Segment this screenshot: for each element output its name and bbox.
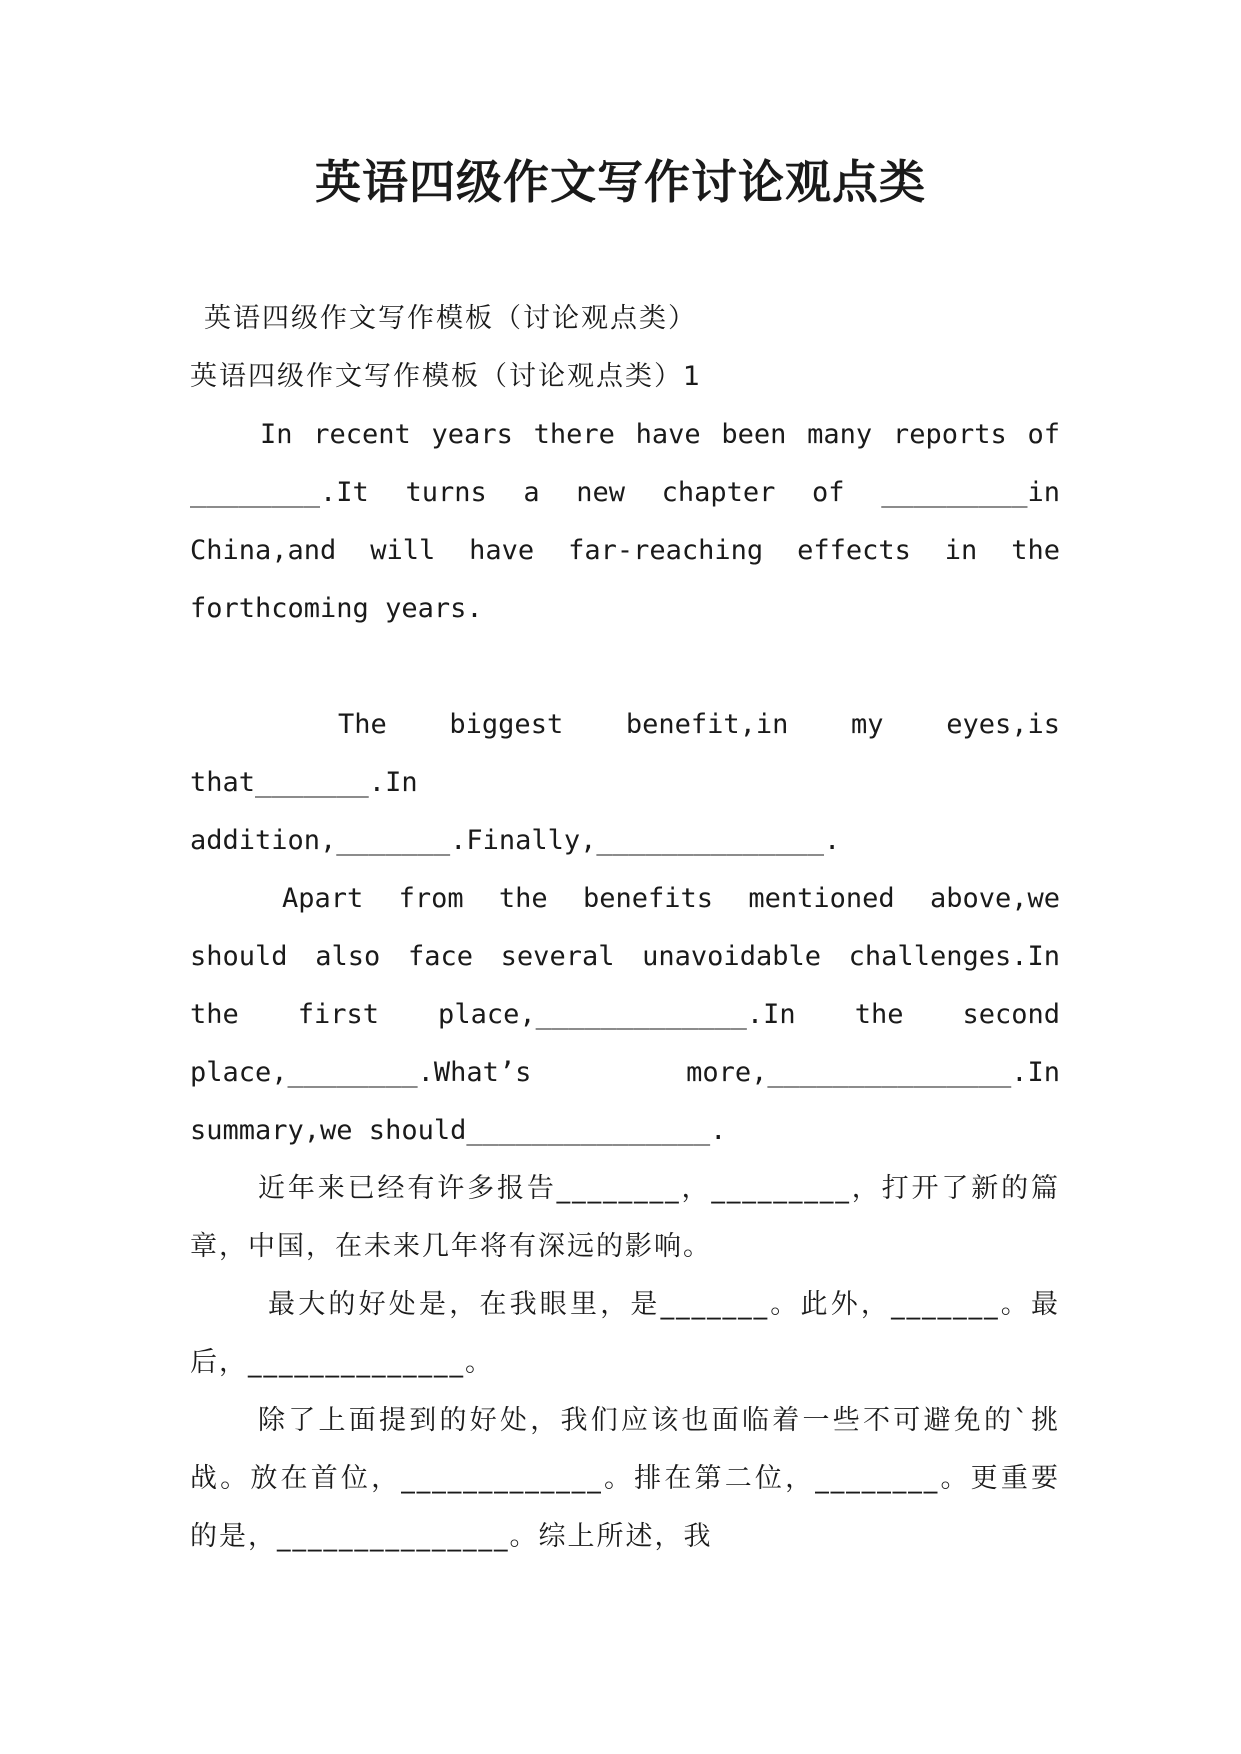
document-title: 英语四级作文写作讨论观点类 bbox=[315, 155, 926, 209]
subtitle-line-2: 英语四级作文写作模板（讨论观点类）1 bbox=[190, 361, 703, 392]
document-body bbox=[190, 290, 1060, 1566]
chinese-paragraph-3: 除了上面提到的好处，我们应该也面临着一些不可避免的`挑战。放在首位，_____________。排在第二位，________。更重要的是，_______________。综上所述，我 bbox=[190, 1405, 1060, 1552]
chinese-paragraph-2: 最大的好处是，在我眼里，是_______。此外，_______。最后，______________。 bbox=[190, 1289, 1060, 1378]
subtitle-line-1: 英语四级作文写作模板（讨论观点类） bbox=[204, 303, 697, 334]
english-paragraph-2-line-1: The biggest benefit,in my eyes,is that_______.In bbox=[190, 709, 1060, 798]
paragraph-gap bbox=[190, 638, 1060, 696]
english-paragraph-3: Apart from the benefits mentioned above,we should also face several unavoidable challenges.In the first place,_____________.In the second place,________.What’s more,_______________.In summary,we should_______________. bbox=[190, 883, 1060, 1146]
english-paragraph-2-line-2: addition,_______.Finally,______________. bbox=[190, 825, 841, 856]
english-paragraph-1: In recent years there have been many reports of ________.It turns a new chapter of _________in China,and will have far-reaching effects in the forthcoming years. bbox=[190, 419, 1060, 624]
chinese-paragraph-1: 近年来已经有许多报告________，_________，打开了新的篇章，中国，在未来几年将有深远的影响。 bbox=[190, 1173, 1060, 1262]
